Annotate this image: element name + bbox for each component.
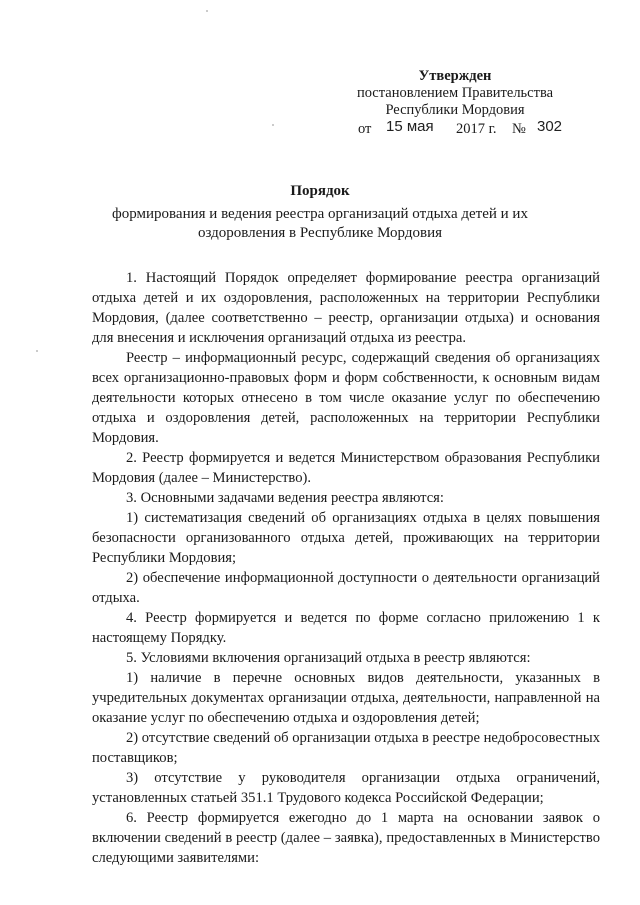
paragraph: 2. Реестр формируется и ведется Министерством образования Республики Мордовия (далее – Министерство). <box>92 450 600 486</box>
approval-line-2: Республики Мордовия <box>385 102 525 118</box>
document-body <box>92 268 600 868</box>
approval-from: от <box>358 121 372 137</box>
scan-speck <box>272 124 274 126</box>
approval-year: 2017 г. <box>456 121 497 137</box>
paragraph: 1) наличие в перечне основных видов деятельности, указанных в учредительных документах организации отдыха, деятельности, направленной на оказание услуг по обеспечению отдыха и оздоровления детей; <box>92 670 600 726</box>
title-line-3: оздоровления в Республике Мордовия <box>197 225 442 241</box>
paragraph: 2) отсутствие сведений об организации отдыха в реестре недобросовестных поставщиков; <box>92 730 600 766</box>
scan-speck <box>206 10 208 12</box>
approval-number-sign: № <box>512 121 526 137</box>
paragraph: 4. Реестр формируется и ведется по форме согласно приложению 1 к настоящему Порядку. <box>92 610 600 646</box>
paragraph: 6. Реестр формируется ежегодно до 1 марта на основании заявок о включении сведений в реестр (далее – заявка), предоставленных в Министерство следующими заявителями: <box>92 810 600 866</box>
scan-speck <box>36 350 38 352</box>
approval-day-month: 15 мая <box>386 118 434 135</box>
approval-line-1: постановлением Правительства <box>356 85 554 101</box>
paragraph: 3) отсутствие у руководителя организации отдыха ограничений, установленных статьей 351.1 Трудового кодекса Российской Федерации; <box>92 770 600 806</box>
approval-date-line <box>330 120 580 140</box>
paragraph: 3. Основными задачами ведения реестра являются: <box>126 490 444 506</box>
approval-heading: Утвержден <box>418 68 492 84</box>
title-line-1: Порядок <box>290 183 350 199</box>
paragraph: Реестр – информационный ресурс, содержащий сведения об организациях всех организационно-правовых форм и форм собственности, к основным видам деятельности которых отнесено в том числе оказание услуг по обеспечению отдыха и оздоровления детей, расположенных на территории Республики Мордовия. <box>92 350 600 446</box>
approval-number: 302 <box>537 118 563 135</box>
paragraph: 1. Настоящий Порядок определяет формирование реестра организаций отдыха детей и их оздоровления, расположенных на территории Республики Мордовия, (далее соответственно – реестр, организации отдыха) и основания для внесения и исключения организаций отдыха из реестра. <box>92 270 600 346</box>
paragraph: 5. Условиями включения организаций отдыха в реестр являются: <box>126 650 531 666</box>
approval-block <box>330 68 580 140</box>
paragraph: 2) обеспечение информационной доступности о деятельности организаций отдыха. <box>92 570 600 606</box>
paragraph: 1) систематизация сведений об организациях отдыха в целях повышения безопасности организованного отдыха детей, проживающих на территории Республики Мордовия; <box>92 510 600 566</box>
title-line-2: формирования и ведения реестра организаций отдыха детей и их <box>112 206 528 222</box>
document-title <box>0 182 640 243</box>
